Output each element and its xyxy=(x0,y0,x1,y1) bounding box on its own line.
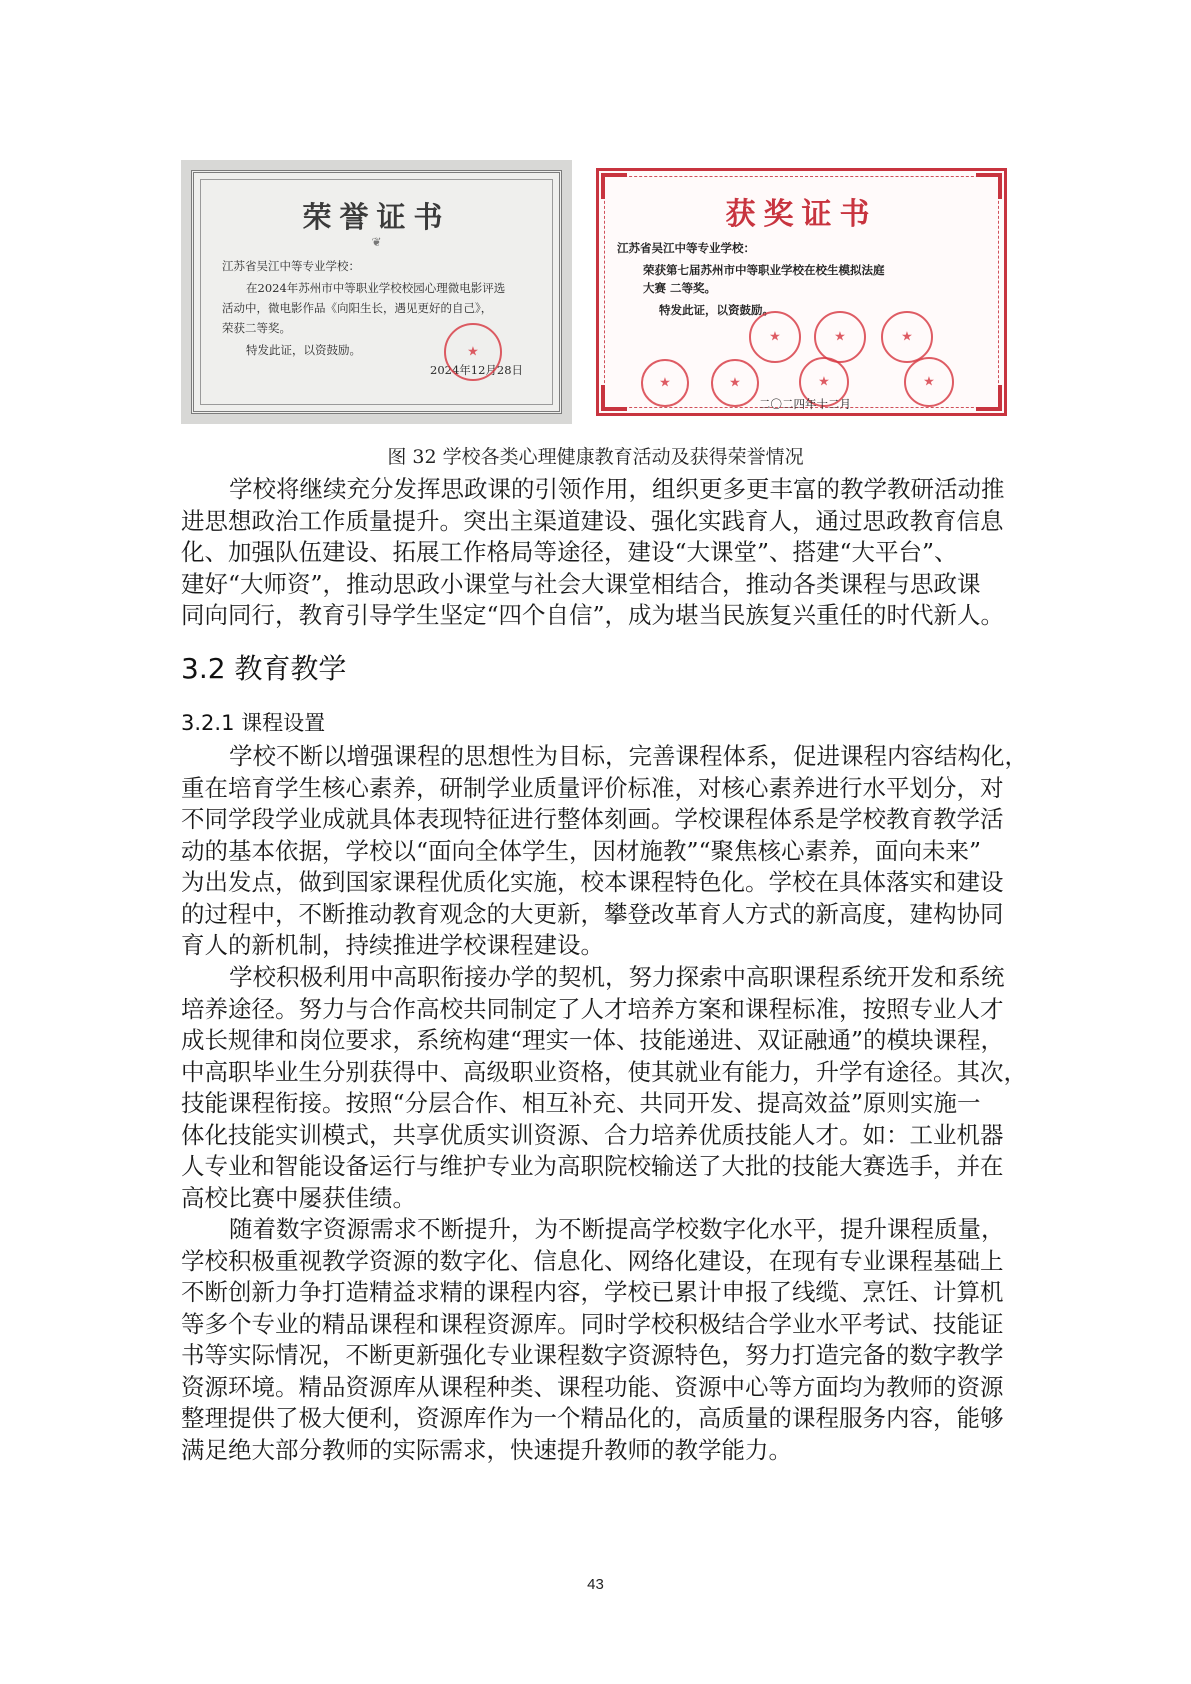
text-line: 学校不断以增强课程的思想性为目标，完善课程体系，促进课程内容结构化， xyxy=(229,742,1028,770)
text-line: 高校比赛中屡获佳绩。 xyxy=(181,1183,416,1212)
subsection-heading: 3.2.1 课程设置 xyxy=(181,711,326,735)
text-line: 化、加强队伍建设、拓展工作格局等途径，建设“大课堂”、搭建“大平台”、 xyxy=(181,538,958,566)
paragraph xyxy=(181,962,1027,1214)
certificate-line: 在2024年苏州市中等职业学校校园心理微电影评选 xyxy=(246,281,506,295)
certificate-line: 特发此证，以资鼓励。 xyxy=(246,343,361,357)
text-line: 学校积极重视教学资源的数字化、信息化、网络化建设，在现有专业课程基础上 xyxy=(181,1246,1004,1275)
official-seal-icon xyxy=(881,311,933,363)
page-number: 43 xyxy=(587,1576,604,1593)
award-certificate-photo xyxy=(588,160,1015,424)
section-heading: 3.2 教育教学 xyxy=(181,652,347,685)
certificate-title: 获奖证书 xyxy=(725,197,878,232)
text-line: 为出发点，做到国家课程优质化实施，校本课程特色化。学校在具体落实和建设 xyxy=(181,868,1004,896)
official-seal-icon xyxy=(711,359,759,407)
text-line: 学校积极利用中高职衔接办学的契机，努力探索中高职课程系统开发和系统 xyxy=(229,963,1005,991)
text-line: 培养途径。努力与合作高校共同制定了人才培养方案和课程标准，按照专业人才 xyxy=(181,994,1004,1023)
certificate-line: 特发此证，以资鼓励。 xyxy=(659,303,774,317)
text-line: 中高职毕业生分别获得中、高级职业资格，使其就业有能力，升学有途径。其次， xyxy=(181,1057,1027,1086)
paragraph xyxy=(181,474,1016,632)
text-line: 不断创新力争打造精益求精的课程内容，学校已累计申报了线缆、烹饪、计算机 xyxy=(181,1278,1004,1306)
text-line: 成长规律和岗位要求，系统构建“理实一体、技能递进、双证融通”的模块课程， xyxy=(181,1026,1005,1054)
national-emblem-seal-icon xyxy=(749,311,801,363)
certificate-line: 荣获第七届苏州市中等职业学校在校生模拟法庭 xyxy=(643,263,885,277)
text-line: 建好“大师资”，推动思政小课堂与社会大课堂相结合，推动各类课程与思政课 xyxy=(181,569,981,598)
official-seal-icon xyxy=(641,359,689,407)
text-line: 随着数字资源需求不断提升，为不断提高学校数字化水平，提升课程质量， xyxy=(229,1215,1005,1243)
text-line: 满足绝大部分教师的实际需求，快速提升教师的教学能力。 xyxy=(181,1435,792,1464)
text-line: 书等实际情况，不断更新强化专业课程数字资源特色，努力打造完备的数字教学 xyxy=(181,1341,1004,1369)
certificate-line: 江苏省吴江中等专业学校： xyxy=(617,241,755,255)
text-line: 育人的新机制，持续推进学校课程建设。 xyxy=(181,931,604,959)
certificate-line: 江苏省吴江中等专业学校： xyxy=(222,259,360,273)
text-line: 进思想政治工作质量提升。突出主渠道建设、强化实践育人，通过思政教育信息 xyxy=(181,506,1004,535)
text-line: 动的基本依据，学校以“面向全体学生，因材施教”“聚焦核心素养，面向未来” xyxy=(181,836,982,865)
official-seal-icon xyxy=(444,323,502,381)
text-line: 等多个专业的精品课程和课程资源库。同时学校积极结合学业水平考试、技能证 xyxy=(181,1309,1004,1338)
corner-ornament-icon xyxy=(976,385,1002,411)
certificate-frame xyxy=(191,170,562,414)
national-emblem-seal-icon xyxy=(814,311,866,363)
text-line: 资源环境。精品资源库从课程种类、课程功能、资源中心等方面均为教师的资源 xyxy=(181,1372,1004,1401)
text-line: 的过程中，不断推动教育观念的大更新，攀登改革育人方式的新高度，建构协同 xyxy=(181,899,1004,928)
certificate-line: 荣获二等奖。 xyxy=(222,321,291,335)
ornament-icon: ❦ xyxy=(371,235,382,249)
certificate-date: 二〇二四年十二月 xyxy=(759,397,851,411)
text-line: 同向同行，教育引导学生坚定“四个自信”，成为堪当民族复兴重任的时代新人。 xyxy=(181,601,1005,629)
figure-caption: 图 32 学校各类心理健康教育活动及获得荣誉情况 xyxy=(387,446,804,468)
text-line: 整理提供了极大便利，资源库作为一个精品化的，高质量的课程服务内容，能够 xyxy=(181,1404,1004,1432)
certificate-frame xyxy=(596,168,1007,416)
honor-certificate-photo xyxy=(181,160,572,424)
text-line: 重在培育学生核心素养，研制学业质量评价标准，对核心素养进行水平划分，对 xyxy=(181,773,1004,802)
corner-ornament-icon xyxy=(601,385,627,411)
text-line: 体化技能实训模式，共享优质实训资源、合力培养优质技能人才。如：工业机器 xyxy=(181,1120,1004,1149)
certificate-date: 2024年12月28日 xyxy=(430,363,524,377)
certificate-line: 大赛 二等奖。 xyxy=(643,281,717,295)
text-line: 学校将继续充分发挥思政课的引领作用，组织更多更丰富的教学教研活动推 xyxy=(229,475,1005,503)
paragraph xyxy=(181,741,1028,962)
certificate-title: 荣誉证书 xyxy=(302,200,451,234)
text-line: 人专业和智能设备运行与维护专业为高职院校输送了大批的技能大赛选手，并在 xyxy=(181,1152,1004,1180)
text-line: 不同学段学业成就具体表现特征进行整体刻画。学校课程体系是学校教育教学活 xyxy=(181,805,1004,833)
text-line: 技能课程衔接。按照“分层合作、相互补充、共同开发、提高效益”原则实施一 xyxy=(181,1089,981,1117)
certificate-line: 活动中，微电影作品《向阳生长，遇见更好的自己》， xyxy=(222,301,493,315)
paragraph xyxy=(181,1214,1016,1466)
official-seal-icon xyxy=(904,357,954,407)
